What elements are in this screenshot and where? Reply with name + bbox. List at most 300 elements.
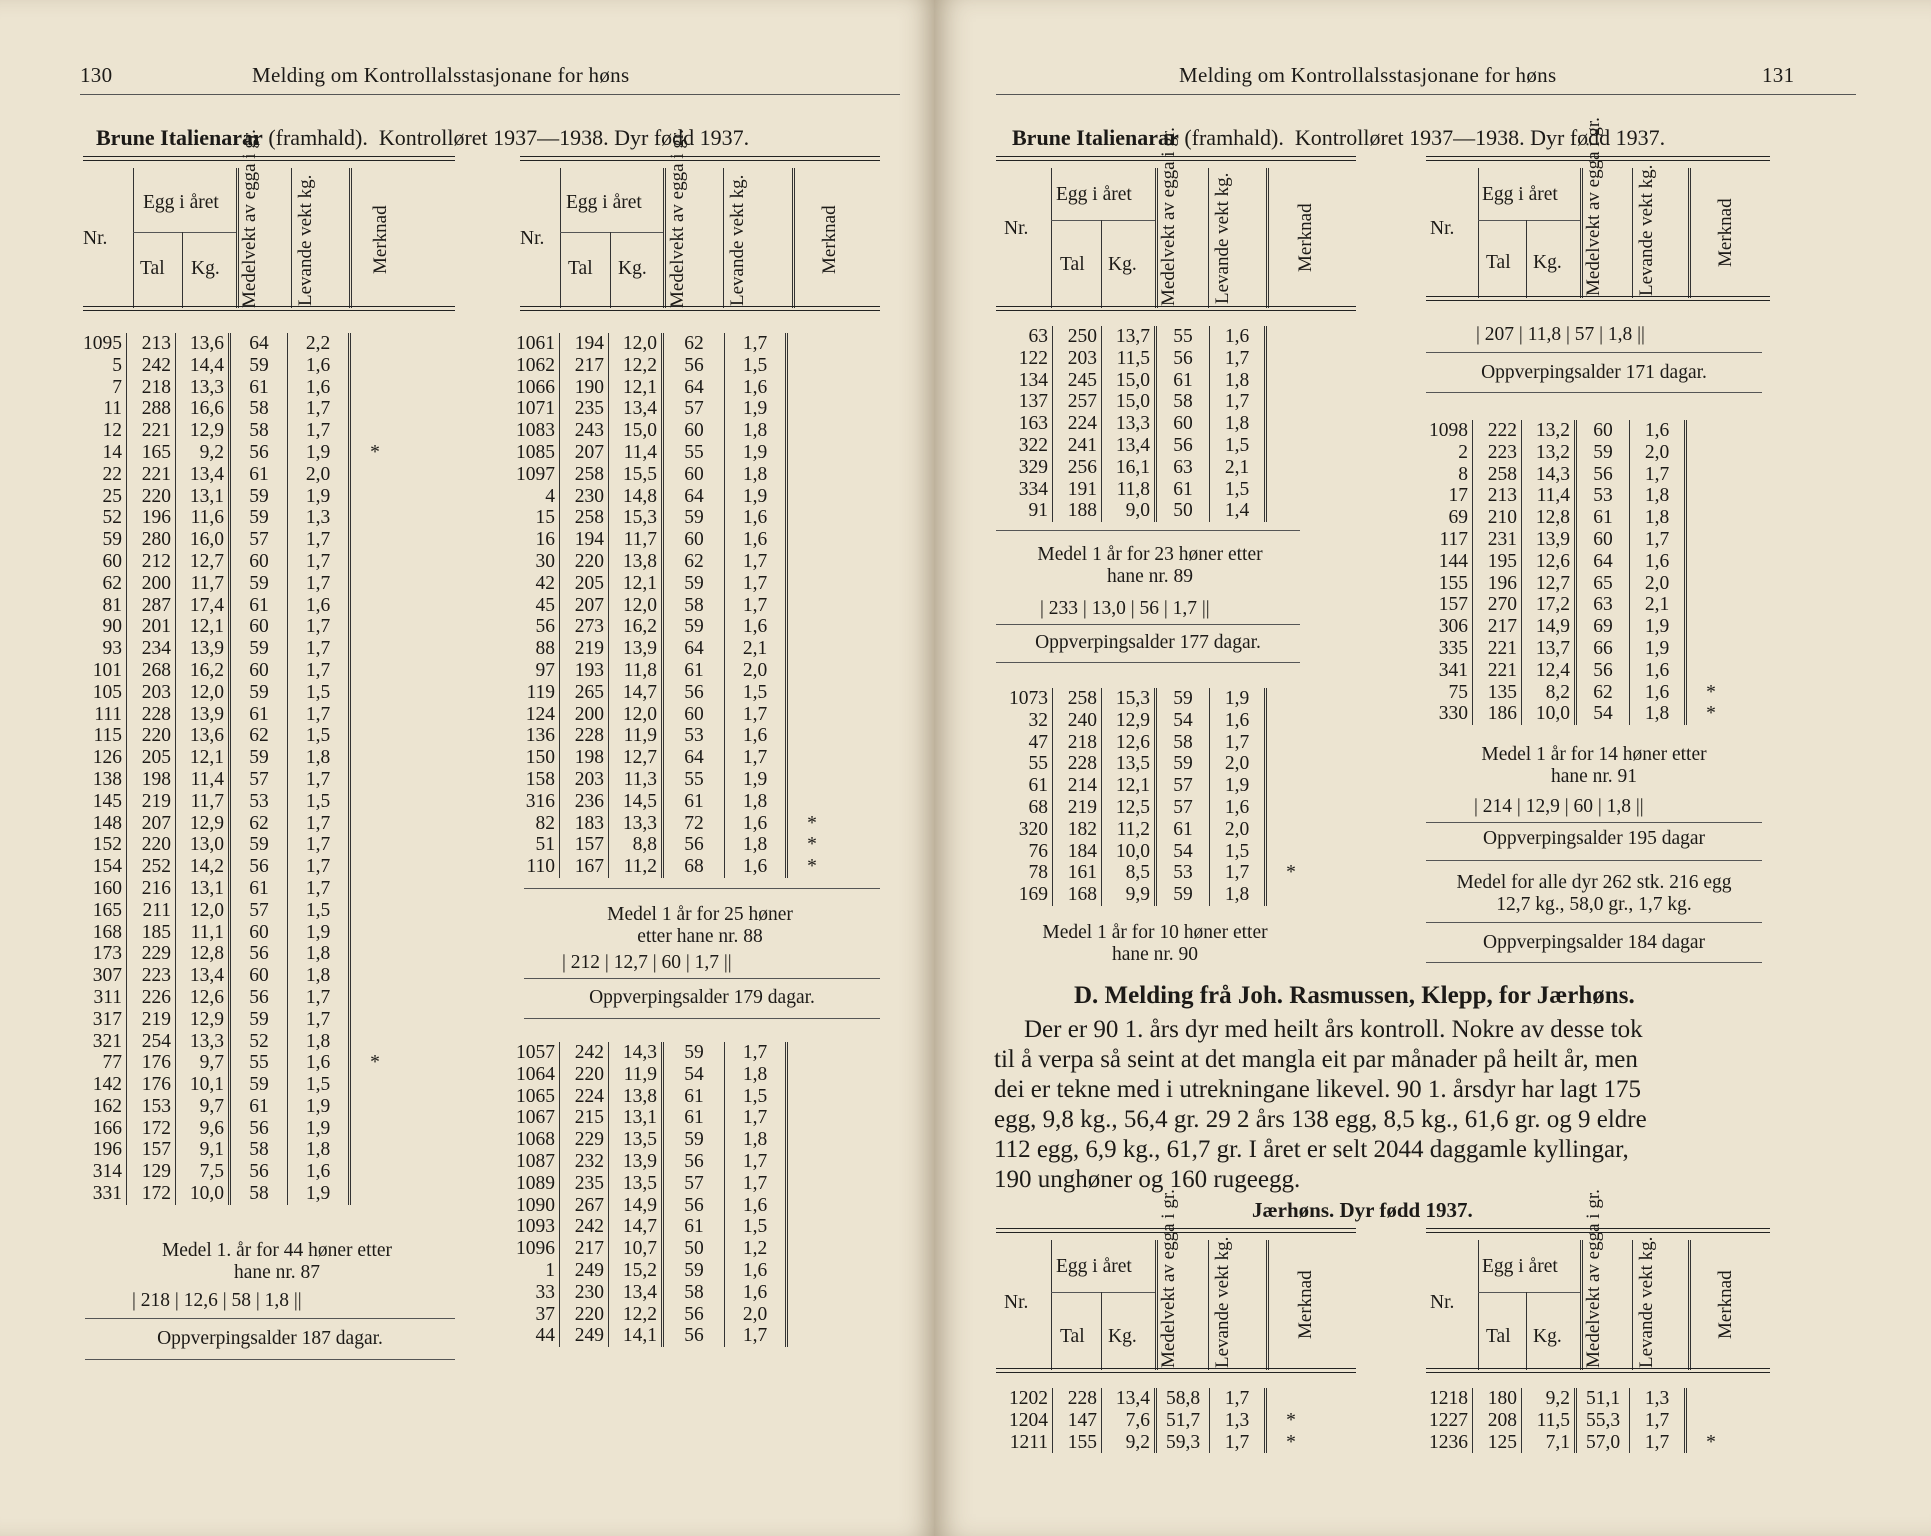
cell-tal: 165: [127, 442, 176, 464]
cell-kg: 13,9: [176, 704, 230, 726]
cell-kg: 14,1: [609, 1325, 663, 1347]
cell-nr: 51: [535, 834, 555, 856]
cell-merknad: [350, 333, 400, 355]
section-paragraph: [994, 1015, 1854, 1195]
cell-nr: 78: [1028, 862, 1048, 884]
table-row: [512, 1260, 836, 1282]
cell-tal: 217: [560, 355, 609, 377]
table-row: [76, 769, 399, 791]
cell-levande: 1,7: [1630, 1432, 1686, 1454]
cell-kg: 12,1: [1102, 775, 1156, 797]
cell-nr: 1083: [516, 420, 555, 442]
col-divider: [1478, 1240, 1479, 1370]
table-row: [76, 1009, 399, 1031]
table-row: [1000, 479, 1315, 501]
header-tal: Tal: [568, 258, 593, 279]
table-row: [1422, 551, 1735, 573]
cell-kg: 11,1: [176, 922, 230, 944]
col-divider: [182, 232, 183, 308]
cell-kg: 12,8: [1522, 507, 1576, 529]
cell-kg: 14,3: [1522, 464, 1576, 486]
sum-kg: 11,8: [1527, 324, 1562, 345]
egg-rule: [1051, 1292, 1155, 1293]
cell-medelvekt: 56: [230, 1118, 288, 1140]
sum-kg: 12,6: [183, 1290, 218, 1311]
cell-levande: 1,9: [288, 486, 350, 508]
cell-tal: 214: [1053, 775, 1102, 797]
cell-merknad: [350, 551, 400, 573]
summary-row: | 207 | 11,8 | 57 | 1,8 ||: [1476, 324, 1645, 345]
cell-tal: 176: [127, 1052, 176, 1074]
cell-medelvekt: 62: [230, 813, 288, 835]
col-divider: [291, 168, 292, 308]
cell-medelvekt: 64: [230, 333, 288, 355]
cell-tal: 190: [560, 377, 609, 399]
cell-tal: 221: [1473, 660, 1522, 682]
cell-tal: 191: [1053, 479, 1102, 501]
medel-text: [1000, 922, 1310, 966]
table-row: [512, 529, 836, 551]
cell-medelvekt: 60: [1156, 413, 1210, 435]
cell-merknad: [1266, 348, 1316, 370]
table-row: [76, 856, 399, 878]
cell-tal: 196: [1473, 573, 1522, 595]
cell-medelvekt: 56: [1576, 464, 1630, 486]
cell-nr: 81: [102, 594, 122, 616]
table-row: [512, 333, 836, 355]
cell-tal: 243: [560, 420, 609, 442]
cell-kg: 13,1: [176, 878, 230, 900]
cell-kg: 14,5: [609, 791, 663, 813]
cell-medelvekt: 56: [663, 355, 725, 377]
header-levande: Levande vekt kg.: [1212, 172, 1233, 304]
cell-kg: 10,0: [1102, 841, 1156, 863]
cell-kg: 11,7: [609, 529, 663, 551]
header-egg: Egg i året: [143, 192, 219, 213]
table-row: [1422, 485, 1735, 507]
header-levande: Levande vekt kg.: [1212, 1236, 1233, 1368]
cell-merknad: *: [350, 1052, 400, 1074]
cell-nr: 155: [1438, 572, 1468, 594]
cell-medelvekt: 61: [1156, 479, 1210, 501]
cell-levande: 1,7: [1630, 464, 1686, 486]
cell-merknad: [350, 834, 400, 856]
cell-tal: 241: [1053, 435, 1102, 457]
cell-merknad: [1686, 1388, 1736, 1410]
header-nr: Nr.: [1430, 218, 1455, 239]
cell-merknad: [1686, 507, 1736, 529]
table-row: [512, 355, 836, 377]
cell-merknad: [350, 900, 400, 922]
cell-merknad: [787, 682, 837, 704]
cell-merknad: [350, 878, 400, 900]
cell-kg: 10,0: [176, 1183, 230, 1205]
cell-merknad: [1266, 841, 1316, 863]
sum-medel: 60: [1573, 796, 1593, 817]
cell-merknad: [787, 507, 837, 529]
cell-nr: 330: [1438, 703, 1468, 725]
cell-kg: 13,9: [176, 638, 230, 660]
cell-kg: 13,4: [609, 1282, 663, 1304]
cell-nr: 126: [92, 747, 122, 769]
cell-medelvekt: 64: [663, 747, 725, 769]
cell-merknad: [350, 813, 400, 835]
cell-nr: 60: [102, 550, 122, 572]
cell-merknad: [1686, 616, 1736, 638]
table-row: [512, 704, 836, 726]
table-row: [512, 660, 836, 682]
cell-merknad: [350, 398, 400, 420]
cell-tal: 224: [560, 1086, 609, 1108]
table-row: [1422, 1410, 1735, 1432]
table-row: [1000, 862, 1315, 884]
cell-levande: 1,9: [725, 769, 787, 791]
cell-merknad: [787, 595, 837, 617]
cell-medelvekt: 56: [1156, 348, 1210, 370]
paragraph-line: Der er 90 1. års dyr med heilt års kontroll. Nokre av desse tok: [1024, 1016, 1643, 1043]
cell-kg: 12,9: [176, 1009, 230, 1031]
cell-nr: 163: [1018, 413, 1048, 435]
cell-merknad: [1266, 688, 1316, 710]
cell-kg: 14,2: [176, 856, 230, 878]
cell-levande: 1,4: [1210, 500, 1266, 522]
cell-kg: 12,1: [609, 377, 663, 399]
table-row: [76, 551, 399, 573]
cell-merknad: [1686, 594, 1736, 616]
cell-kg: 13,4: [1102, 435, 1156, 457]
rule: [524, 888, 880, 889]
cell-kg: 13,7: [1522, 638, 1576, 660]
table-row: [512, 834, 836, 856]
table-brune-91: [1422, 420, 1735, 725]
table-row: [1000, 688, 1315, 710]
cell-merknad: [787, 442, 837, 464]
cell-tal: 234: [127, 638, 176, 660]
cell-levande: 1,8: [288, 943, 350, 965]
cell-tal: 157: [560, 834, 609, 856]
cell-nr: 68: [1028, 796, 1048, 818]
cell-merknad: [1686, 464, 1736, 486]
medel-line-2: hane nr. 87: [233, 1262, 321, 1283]
medel-all-line-2: 12,7 kg., 58,0 gr., 1,7 kg.: [1496, 894, 1692, 915]
cell-nr: 1067: [516, 1107, 555, 1129]
table-row: [1000, 775, 1315, 797]
cell-medelvekt: 57: [663, 398, 725, 420]
cell-kg: 11,4: [609, 442, 663, 464]
col-divider: [1478, 168, 1479, 298]
cell-medelvekt: 60: [663, 529, 725, 551]
cell-nr: 145: [92, 790, 122, 812]
cell-kg: 14,8: [609, 486, 663, 508]
cell-merknad: [787, 1042, 837, 1064]
cell-kg: 13,5: [1102, 753, 1156, 775]
cell-merknad: [787, 377, 837, 399]
cell-merknad: [350, 486, 400, 508]
cell-tal: 217: [1473, 616, 1522, 638]
cell-nr: 166: [92, 1117, 122, 1139]
cell-levande: 1,7: [1630, 1410, 1686, 1432]
cell-tal: 231: [1473, 529, 1522, 551]
cell-merknad: [787, 1216, 837, 1238]
cell-merknad: [1266, 732, 1316, 754]
sum-tal: 214: [1482, 796, 1513, 817]
cell-merknad: [1686, 573, 1736, 595]
cell-medelvekt: 61: [230, 377, 288, 399]
cell-kg: 12,9: [176, 813, 230, 835]
cell-kg: 12,7: [609, 747, 663, 769]
medel-line-2: hane nr. 90: [1111, 944, 1199, 965]
cell-tal: 220: [560, 1064, 609, 1086]
cell-tal: 221: [1473, 638, 1522, 660]
cell-levande: 1,8: [725, 420, 787, 442]
cell-medelvekt: 56: [230, 1161, 288, 1183]
cell-kg: 12,0: [176, 682, 230, 704]
table-row: [1422, 529, 1735, 551]
cell-tal: 215: [560, 1107, 609, 1129]
cell-nr: 7: [112, 376, 122, 398]
cell-merknad: [787, 573, 837, 595]
cell-nr: 1073: [1009, 688, 1048, 709]
cell-nr: 134: [1018, 369, 1048, 391]
cell-nr: 1097: [516, 463, 555, 485]
cell-nr: 1085: [516, 441, 555, 463]
cell-kg: 9,6: [176, 1118, 230, 1140]
table-row: [1000, 732, 1315, 754]
cell-merknad: [1266, 775, 1316, 797]
left-page: [0, 0, 934, 1536]
cell-tal: 207: [560, 595, 609, 617]
table-row: [512, 377, 836, 399]
cell-medelvekt: 53: [1576, 485, 1630, 507]
cell-levande: 1,6: [288, 595, 350, 617]
cell-nr: 91: [1028, 500, 1048, 522]
table-row: [1422, 420, 1735, 442]
medel-line-1: Medel 1 år for 14 høner etter: [1481, 744, 1707, 765]
cell-medelvekt: 64: [1576, 551, 1630, 573]
table-jaerhons-b: [1422, 1388, 1735, 1453]
col-divider: [1208, 168, 1209, 308]
table-row: [76, 377, 399, 399]
cell-nr: 59: [102, 529, 122, 551]
cell-tal: 258: [560, 507, 609, 529]
table-row: [76, 1118, 399, 1140]
table-row: [512, 595, 836, 617]
header-egg: Egg i året: [1056, 184, 1132, 205]
cell-medelvekt: 60: [230, 551, 288, 573]
cell-medelvekt: 56: [663, 1151, 725, 1173]
rule: [996, 662, 1300, 663]
cell-medelvekt: 59: [1156, 753, 1210, 775]
header-medelvekt: Medelvekt av egga i gr.: [1158, 127, 1179, 306]
rule: [1426, 922, 1762, 923]
cell-levande: 1,9: [725, 442, 787, 464]
table-row: [76, 813, 399, 835]
header-medelvekt: Medelvekt av egga i gr.: [1158, 1189, 1179, 1368]
cell-levande: 1,6: [1630, 420, 1686, 442]
table-row: [76, 486, 399, 508]
cell-kg: 13,6: [176, 725, 230, 747]
cell-nr: 1218: [1429, 1388, 1468, 1409]
cell-medelvekt: 64: [663, 638, 725, 660]
cell-medelvekt: 57: [1156, 797, 1210, 819]
cell-merknad: [350, 1096, 400, 1118]
egg-rule: [1051, 220, 1155, 221]
cell-kg: 13,6: [176, 333, 230, 355]
cell-medelvekt: 56: [230, 856, 288, 878]
medel-text: [540, 904, 860, 948]
paragraph-line: 190 unghøner og 160 rugeegg.: [994, 1166, 1301, 1193]
cell-tal: 220: [560, 551, 609, 573]
cell-nr: 42: [535, 572, 555, 594]
cell-levande: 1,7: [288, 769, 350, 791]
table-jaerhons-a: [1000, 1388, 1315, 1453]
table-row: [1000, 326, 1315, 348]
header-merknad: Merknad: [370, 205, 391, 275]
cell-merknad: [1686, 1410, 1736, 1432]
cell-merknad: [787, 1195, 837, 1217]
cell-kg: 12,6: [1522, 551, 1576, 573]
table-row: [1422, 1432, 1735, 1454]
cell-nr: 75: [1448, 681, 1468, 703]
cell-medelvekt: 59: [230, 486, 288, 508]
cell-nr: 1065: [516, 1085, 555, 1107]
header-tal: Tal: [1486, 1326, 1511, 1347]
cell-levande: 1,6: [725, 813, 787, 835]
table-row: [76, 725, 399, 747]
head-rule: [80, 94, 900, 95]
cell-tal: 223: [127, 965, 176, 987]
cell-nr: 1093: [516, 1216, 555, 1238]
sum-medel: 60: [661, 952, 681, 973]
cell-tal: 224: [1053, 413, 1102, 435]
table-row: [76, 900, 399, 922]
cell-nr: 1098: [1429, 420, 1468, 441]
table-row: [512, 791, 836, 813]
cell-kg: 16,6: [176, 398, 230, 420]
egg-rule: [560, 232, 663, 233]
cell-tal: 210: [1473, 507, 1522, 529]
cell-nr: 173: [92, 943, 122, 965]
cell-levande: 1,2: [725, 1238, 787, 1260]
cell-medelvekt: 63: [1576, 594, 1630, 616]
cell-tal: 249: [560, 1325, 609, 1347]
table-row: [1422, 1388, 1735, 1410]
cell-levande: 1,8: [1630, 485, 1686, 507]
cell-tal: 194: [560, 333, 609, 355]
header-tal: Tal: [1060, 254, 1085, 275]
cell-kg: 13,2: [1522, 442, 1576, 464]
cell-merknad: [350, 725, 400, 747]
cell-kg: 14,7: [609, 682, 663, 704]
cell-levande: 1,8: [1630, 703, 1686, 725]
table-row: [1000, 413, 1315, 435]
table-row: [512, 573, 836, 595]
table-row: [76, 1031, 399, 1053]
medel-text: [112, 1240, 442, 1284]
cell-merknad: [350, 507, 400, 529]
cell-merknad: [350, 1074, 400, 1096]
cell-tal: 186: [1473, 703, 1522, 725]
cell-levande: 1,9: [288, 1183, 350, 1205]
cell-merknad: [787, 551, 837, 573]
cell-kg: 12,0: [609, 704, 663, 726]
cell-nr: 138: [92, 768, 122, 790]
cell-merknad: [1266, 1388, 1316, 1410]
cell-tal: 236: [560, 791, 609, 813]
table-row: [512, 616, 836, 638]
table-row: [1000, 370, 1315, 392]
cell-tal: 176: [127, 1074, 176, 1096]
medel-line-2: hane nr. 89: [1106, 566, 1194, 587]
cell-medelvekt: 59: [663, 573, 725, 595]
table-row: [512, 1107, 836, 1129]
cell-nr: 152: [92, 834, 122, 856]
cell-kg: 11,3: [609, 769, 663, 791]
sum-medel: 56: [1139, 598, 1159, 619]
cell-nr: 8: [1458, 463, 1468, 485]
cell-tal: 212: [127, 551, 176, 573]
cell-merknad: [350, 377, 400, 399]
cell-nr: 124: [525, 703, 555, 725]
cell-merknad: [350, 943, 400, 965]
cell-merknad: [787, 660, 837, 682]
cell-medelvekt: 50: [663, 1238, 725, 1260]
cell-nr: 105: [92, 681, 122, 703]
cell-tal: 226: [127, 987, 176, 1009]
cell-medelvekt: 58: [663, 1282, 725, 1304]
oppverpingsalder: Oppverpingsalder 177 dagar.: [1035, 632, 1261, 653]
summary-row: | 212 | 12,7 | 60 | 1,7 ||: [562, 952, 732, 973]
cell-levande: 1,3: [1630, 1388, 1686, 1410]
table-row: [76, 965, 399, 987]
cell-kg: 11,5: [1522, 1410, 1576, 1432]
cell-nr: 321: [92, 1030, 122, 1052]
cell-kg: 14,9: [1522, 616, 1576, 638]
cell-levande: 1,6: [725, 616, 787, 638]
cell-medelvekt: 58: [230, 1139, 288, 1161]
cell-tal: 229: [127, 943, 176, 965]
cell-merknad: [787, 747, 837, 769]
cell-medelvekt: 59: [663, 1042, 725, 1064]
cell-tal: 180: [1473, 1388, 1522, 1410]
table-header: [996, 1189, 1356, 1370]
cell-levande: 1,7: [725, 747, 787, 769]
caption-breed: Brune Italienarar: [1012, 125, 1179, 150]
cell-kg: 8,8: [609, 834, 663, 856]
cell-merknad: [787, 420, 837, 442]
summary-row: | 214 | 12,9 | 60 | 1,8 ||: [1474, 796, 1644, 817]
table-row: [512, 464, 836, 486]
cell-tal: 221: [127, 464, 176, 486]
col-divider: [1101, 1292, 1102, 1370]
cell-nr: 341: [1438, 659, 1468, 681]
cell-tal: 203: [560, 769, 609, 791]
cell-kg: 11,9: [609, 725, 663, 747]
table-row: [512, 1064, 836, 1086]
cell-kg: 12,1: [176, 616, 230, 638]
cell-merknad: [350, 791, 400, 813]
table-caption: [96, 125, 749, 151]
medel-line-1: Medel 1 år for 23 høner etter: [1037, 544, 1263, 565]
cell-levande: 2,1: [1630, 594, 1686, 616]
cell-merknad: *: [787, 834, 837, 856]
cell-levande: 2,0: [1630, 442, 1686, 464]
cell-medelvekt: 61: [663, 1216, 725, 1238]
cell-levande: 1,5: [1210, 841, 1266, 863]
cell-levande: 2,0: [1210, 753, 1266, 775]
cell-merknad: [350, 769, 400, 791]
table-row: [76, 987, 399, 1009]
